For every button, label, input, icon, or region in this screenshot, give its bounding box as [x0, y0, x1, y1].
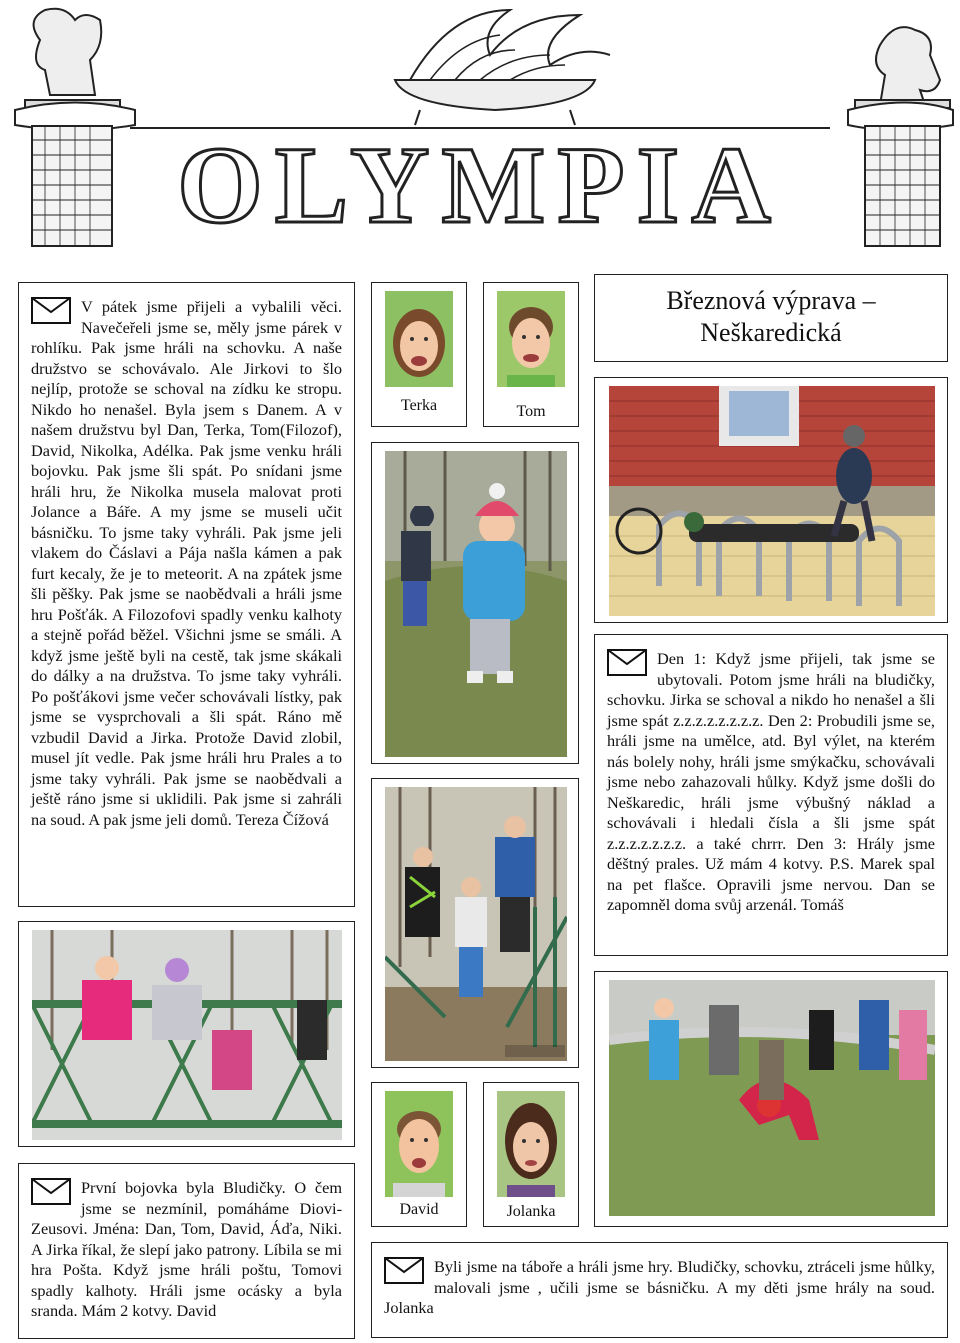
masthead-title: OLYMPIA: [177, 124, 783, 246]
portrait-photo-terka: [385, 291, 453, 387]
masthead-artwork: [0, 0, 960, 250]
envelope-icon: [31, 1178, 71, 1205]
portrait-photo-jolanka: [497, 1091, 565, 1197]
envelope-icon: [607, 649, 647, 676]
photo-bridge-path: [385, 787, 567, 1061]
portrait-card-jolanka: [483, 1082, 579, 1227]
left-column-sphinx-icon: [15, 9, 135, 246]
portrait-name-jolanka: Jolanka: [506, 1203, 556, 1220]
photo-group-game: [609, 980, 935, 1216]
photo-girl-jumping-frame: [371, 442, 579, 764]
article-jolanka-text: Byli jsme na táboře a hráli jsme hry. Bludičky, schovku, ztráceli jsme hůlky, malovali jsme , učili jsme se básničku. A my děti jsme hrály na soud. Jolanka: [384, 1257, 935, 1317]
photo-bike-rack-frame: [594, 377, 948, 623]
envelope-icon: [31, 297, 71, 324]
trip-title-box: [594, 274, 948, 362]
photo-railing-frame: [18, 921, 355, 1147]
portrait-card-terka: [371, 282, 467, 427]
article-tereza: [18, 282, 355, 907]
article-tomas-text: Den 1: Když jsme přijeli, tak jsme se ubytovali. Potom jsme hráli na bludičky, schovku. Jirka se schoval a nikdo ho nenašel a šli jsme spát z.z.z.z.z.z.z.z. Den 2: Probudili jsme se, hráli jsme na umělce, atd. Byl výlet, na kterém nás bolely nohy, hráli jsme smýkačku, schovávali jsme nebo zahazovali hůlky. Když jsme došli do Neškaredic, hráli jsme výbušný náklad a schovávali i hledali čísla a šli jsme spát z.z.z.z.z.z.z. a také chrrr. Den 3: Hrály jsme děštný prales. Už mám 4 kotvy. P.S. Marek spal na pet flašce. Opravili jsme nervou. Dan se zapomněl doma svůj arzenál. Tomáš: [607, 649, 935, 914]
article-david-text: První bojovka byla Bludičky. O čem jsme se nezmínil, pomáháme Diovi-Zeusovi. Jména: Dan, Tom, David, Áďa, Niki. A Jirka říkal, že slepí jako patrony. Líbila se mi hra Pošta. Když jsme hráli poštu, Tomovi spadly kalhoty. Hráli jsme ocásky a byla sranda. Mám 2 kotvy. David: [31, 1178, 342, 1320]
masthead: [0, 0, 960, 250]
portrait-card-tom: [483, 282, 579, 427]
trip-title-line2: Neškaredická: [700, 318, 842, 347]
right-column-sphinx-icon: [848, 27, 953, 246]
portrait-photo-david: [385, 1091, 453, 1197]
article-tereza-text: V pátek jsme přijeli a vybalili věci. Navečeřeli jsme se, měly jsme párek v rohlíku. Pak jsme hráli na schovku. A naše družstvo se schovávalo. Ale Jirkovi to šlo nejlíp, protože se schoval na zídku ke stropu. Nikdo ho nenašel. Byla jsem s Danem. A v našem družstvu byl Dan, Terka, Tom(Filozof), David, Nikolka, Adélka. Pak jsme venku hráli bojovku. Pak jsme šli spát. Po snídani jsme hráli hru, že Nikolka musela malovat proti Jolance a Báře. A my jsme se museli učit básničku. To jsme taky vyhráli. Pak jsme jeli vlakem do Čáslavi a Pája našla kámen a pak furt kecaly, že je to meteorit. A na zpátek jsme šli pěšky. Pak jsme se naobědvali a hráli jsme hru Pošťák. A Filozofovi spadly venku kalhoty a stejně pořád běžel. Všichni jsme se smáli. A když jsme ještě byli na cestě, tak jsme skákali do dálky a na družstva. To jsme taky vyhráli. Po pošťákovi jsme večer schovávali lístky, pak jsme se vysprchovali a šli spát. Ráno mě vzbudil David a Jirka. Protože David zlobil, musel jít vedle. Pak jsme hráli hru Prales a to jsme taky vyhráli. Pak jsme se naobědvali a ještě ráno jsme si uklidili. Pak jsme si zahráli na soud. A pak jsme jeli domů. Tereza Čížová: [31, 297, 342, 829]
article-jolanka: [371, 1242, 948, 1338]
article-david: [18, 1163, 355, 1339]
portrait-name-tom: Tom: [516, 403, 546, 420]
envelope-icon: [384, 1257, 424, 1284]
article-tomas: [594, 634, 948, 956]
photo-railing: [32, 930, 342, 1140]
photo-bridge-path-frame: [371, 778, 579, 1068]
olympic-flame-icon: [130, 10, 830, 128]
portrait-name-david: David: [399, 1201, 439, 1218]
photo-bike-rack: [609, 386, 935, 616]
portrait-photo-tom: [497, 291, 565, 387]
photo-girl-jumping: [385, 451, 567, 757]
photo-group-game-frame: [594, 971, 948, 1227]
portrait-card-david: [371, 1082, 467, 1227]
trip-title-line1: Březnová výprava –: [666, 286, 876, 315]
portrait-name-terka: Terka: [400, 397, 438, 414]
